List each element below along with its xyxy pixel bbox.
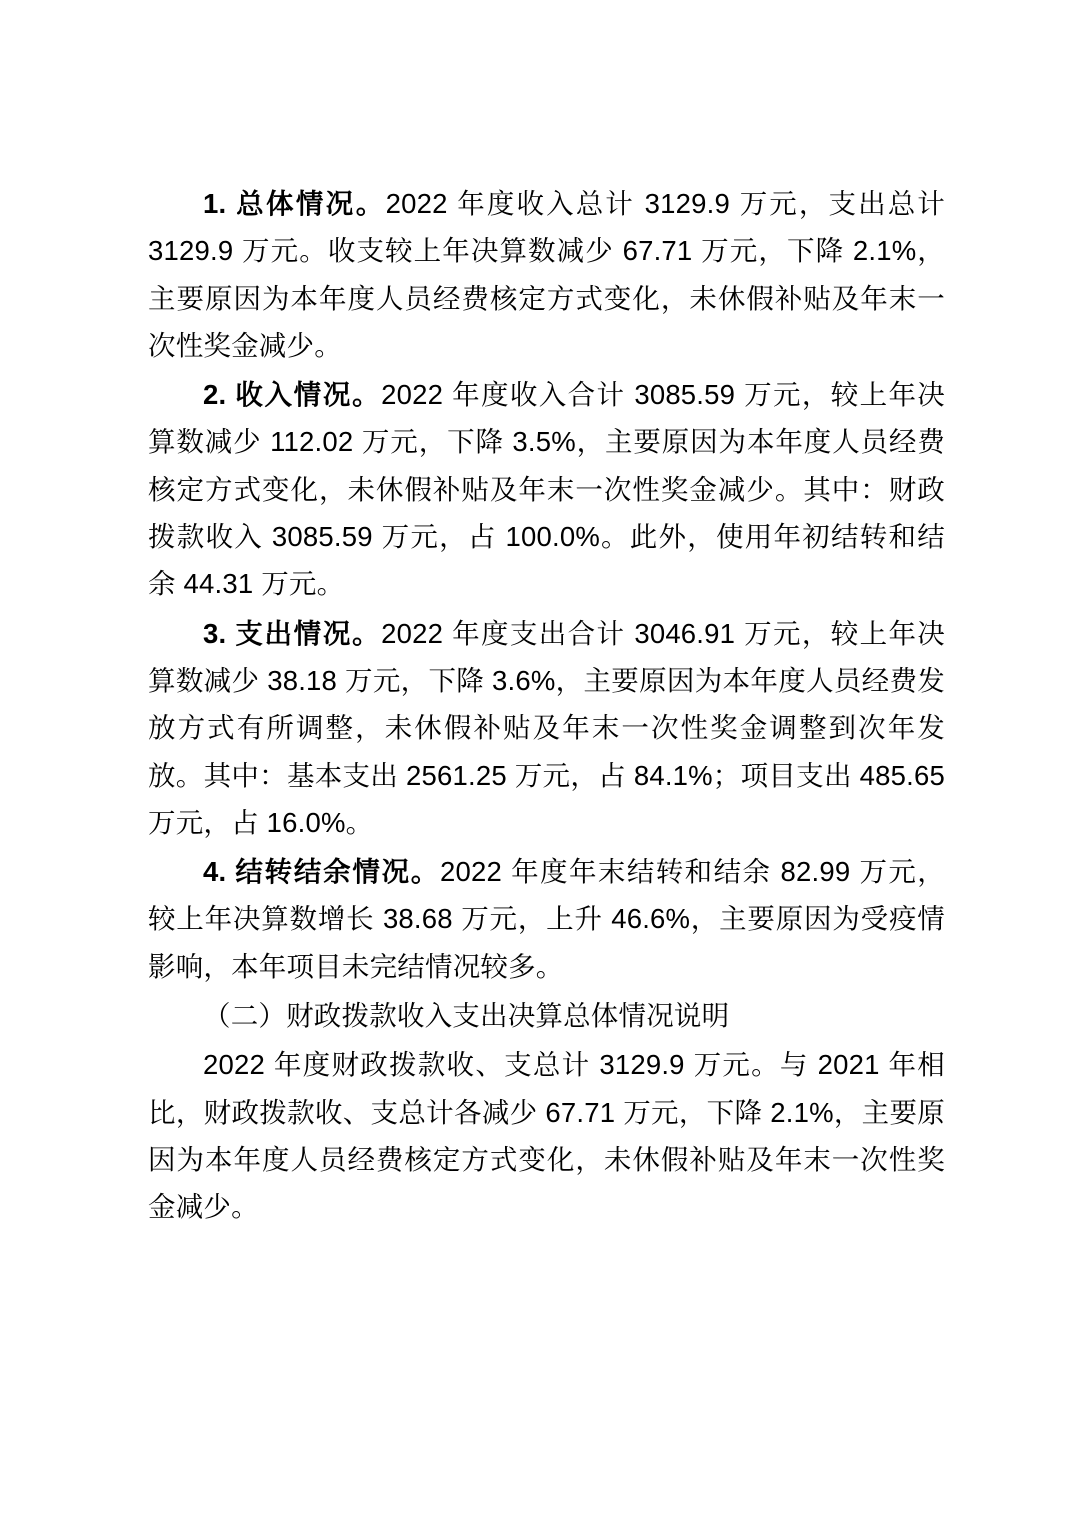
paragraph-2-lead: 收入情况。	[235, 379, 382, 411]
paragraph-4	[148, 848, 945, 990]
paragraph-4-marker: 4.	[203, 856, 227, 888]
paragraph-3-marker: 3.	[203, 617, 227, 649]
section-heading-2	[148, 992, 945, 1039]
paragraph-1	[148, 180, 945, 369]
document-body	[148, 180, 945, 1231]
paragraph-2	[148, 371, 945, 607]
paragraph-3	[148, 610, 945, 846]
paragraph-1-text: 2022 年度收入总计 3129.9 万元，支出总计 3129.9 万元。收支较上年决算数减少 67.71 万元，下降 2.1%，主要原因为本年度人员经费核定方式变化，未休假补贴及年末一次性奖金减少。	[148, 188, 945, 361]
paragraph-4-lead: 结转结余情况。	[235, 856, 441, 888]
paragraph-1-lead: 总体情况。	[236, 188, 386, 219]
section-heading-2-text: （二）财政拨款收入支出决算总体情况说明	[203, 1000, 730, 1032]
paragraph-1-marker: 1.	[203, 188, 227, 219]
paragraph-2-text: 2022 年度收入合计 3085.59 万元，较上年决算数减少 112.02 万元，下降 3.5%，主要原因为本年度人员经费核定方式变化，未休假补贴及年末一次性奖金减少。其中：财政拨款收入 3085.59 万元，占 100.0%。此外，使用年初结转和结余 44.31 万元。	[148, 379, 946, 600]
paragraph-2-marker: 2.	[203, 379, 227, 411]
paragraph-4-text: 2022 年度年末结转和结余 82.99 万元，较上年决算数增长 38.68 万元，上升 46.6%，主要原因为受疫情影响，本年项目未完结情况较多。	[148, 856, 946, 982]
paragraph-3-lead: 支出情况。	[235, 617, 382, 649]
paragraph-5	[148, 1041, 945, 1230]
paragraph-5-text: 2022 年度财政拨款收、支总计 3129.9 万元。与 2021 年相比，财政拨款收、支总计各减少 67.71 万元，下降 2.1%，主要原因为本年度人员经费核定方式变化，未休假补贴及年末一次性奖金减少。	[148, 1049, 945, 1223]
paragraph-3-text: 2022 年度支出合计 3046.91 万元，较上年决算数减少 38.18 万元，下降 3.6%，主要原因为本年度人员经费发放方式有所调整，未休假补贴及年末一次性奖金调整到次年发放。其中：基本支出 2561.25 万元，占 84.1%；项目支出 485.65 万元，占 16.0%。	[148, 617, 946, 838]
